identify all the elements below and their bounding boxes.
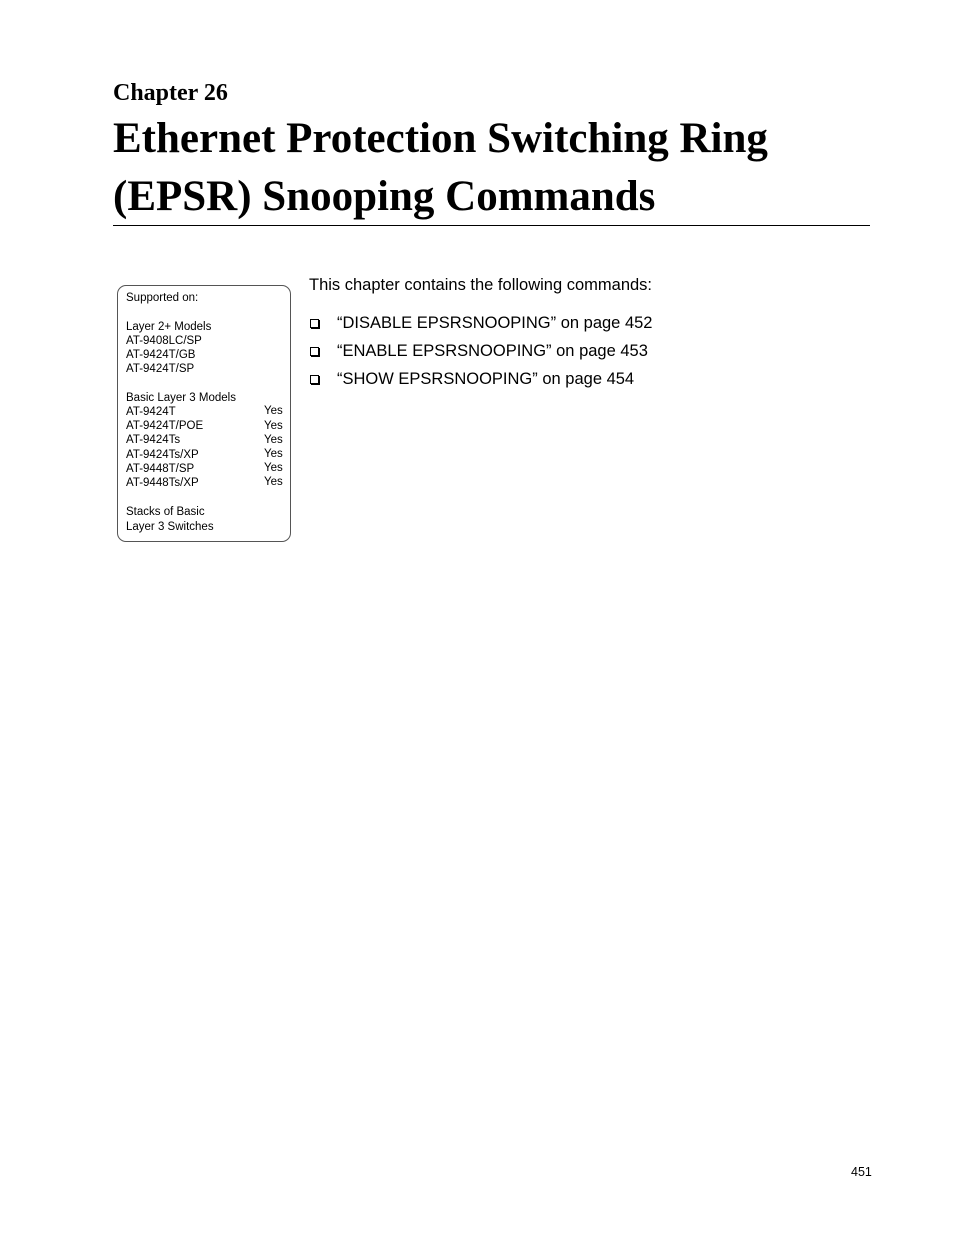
page-number: 451: [851, 1165, 872, 1179]
checkbox-bullet-icon: [310, 347, 319, 356]
sidebar-model: AT-9424Ts/XP: [126, 449, 199, 461]
sidebar-heading: Supported on:: [126, 292, 199, 304]
sidebar-group-heading: Layer 2+ Models: [126, 321, 212, 333]
sidebar-support-value: Yes: [264, 420, 283, 432]
sidebar-model: AT-9424T/SP: [126, 363, 195, 375]
checkbox-bullet-icon: [310, 319, 319, 328]
supported-on-sidebar: [117, 285, 291, 542]
sidebar-group-heading: Layer 3 Switches: [126, 521, 214, 533]
intro-text: This chapter contains the following commands:: [309, 276, 653, 294]
sidebar-model: AT-9424T: [126, 406, 176, 418]
sidebar-support-value: Yes: [264, 448, 283, 460]
sidebar-model: AT-9408LC/SP: [126, 335, 202, 347]
command-link[interactable]: “DISABLE EPSRSNOOPING” on page 452: [337, 314, 653, 332]
chapter-label: Chapter 26: [113, 80, 228, 106]
sidebar-model: AT-9448T/SP: [126, 463, 195, 475]
title-divider: [113, 225, 870, 226]
sidebar-support-value: Yes: [264, 476, 283, 488]
sidebar-support-value: Yes: [264, 462, 283, 474]
sidebar-support-value: Yes: [264, 405, 283, 417]
sidebar-group-heading: Stacks of Basic: [126, 506, 205, 518]
command-link[interactable]: “SHOW EPSRSNOOPING” on page 454: [337, 370, 635, 388]
sidebar-support-value: Yes: [264, 434, 283, 446]
checkbox-bullet-icon: [310, 375, 319, 384]
sidebar-model: AT-9448Ts/XP: [126, 477, 199, 489]
sidebar-model: AT-9424T/GB: [126, 349, 196, 361]
sidebar-model: AT-9424T/POE: [126, 420, 204, 432]
command-link[interactable]: “ENABLE EPSRSNOOPING” on page 453: [337, 342, 648, 360]
sidebar-model: AT-9424Ts: [126, 434, 181, 446]
sidebar-group-heading: Basic Layer 3 Models: [126, 392, 236, 404]
page-title: Ethernet Protection Switching Ring (EPSR) Snooping Commands: [113, 115, 768, 220]
